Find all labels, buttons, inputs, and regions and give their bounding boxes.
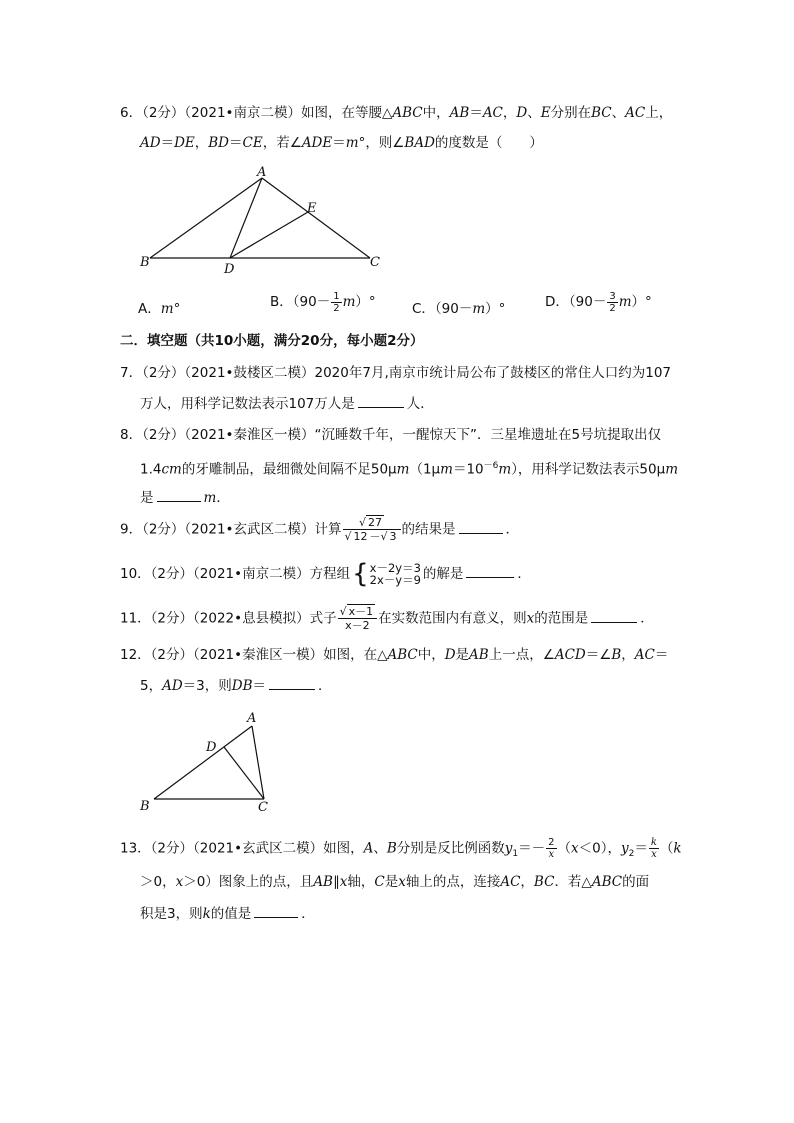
q10-equation-system: { x－2y＝3 2x－y＝9 bbox=[352, 559, 421, 589]
q12-answer-blank[interactable] bbox=[269, 676, 315, 690]
q12-label-b: B bbox=[140, 799, 150, 814]
q6-label-b: B bbox=[140, 255, 150, 270]
q9-fraction: $\frac{√ 27}{√ 12 -√ 3}$ bbox=[343, 516, 401, 543]
q11-answer-blank[interactable] bbox=[591, 609, 637, 623]
q12-line2: 5，AD＝3，则DB＝ ． bbox=[140, 678, 332, 694]
q13-line3: 积是3，则k的值是 ． bbox=[140, 906, 315, 922]
q12-label-d: D bbox=[206, 740, 217, 755]
q6-option-a[interactable]: A．m° bbox=[138, 301, 181, 317]
q7-line1: 7．（2分）（2021•鼓楼区二模）2020年7月,南京市统计局公布了鼓楼区的常住人口约为107 bbox=[120, 365, 672, 381]
q12-side-ab bbox=[154, 726, 252, 799]
q10-answer-blank[interactable] bbox=[466, 564, 514, 578]
q12-label-c: C bbox=[258, 800, 268, 815]
q6-line1: 6．（2分）（2021•南京二模）如图，在等腰△ABC中，AB＝AC，D、E分别在BC、AC上， bbox=[120, 105, 673, 121]
q12-side-ac bbox=[252, 726, 264, 799]
q12-label-a: A bbox=[247, 711, 257, 726]
q6-side-ac bbox=[262, 178, 370, 258]
q6-label-a: A bbox=[257, 165, 267, 180]
q6-label-c: C bbox=[370, 255, 380, 270]
q12-segment-cd bbox=[224, 747, 264, 799]
section-2-heading: 二．填空题（共10小题，满分20分，每小题2分） bbox=[120, 333, 424, 349]
q11-line: 11．（2分）（2022•息县模拟）式子 $\frac{√ x-1}{x-2}$ 在实数范围内有意义，则x的范围是 ． bbox=[120, 605, 654, 632]
q6-option-d[interactable]: D．（90－ $\frac{3}{2}$ m）° bbox=[545, 290, 652, 314]
q6-label-e: E bbox=[307, 201, 317, 216]
q8-line3: 是 m． bbox=[140, 490, 230, 506]
q8-answer-blank[interactable] bbox=[157, 488, 201, 502]
q9-answer-blank[interactable] bbox=[459, 520, 503, 534]
q6-label-d: D bbox=[224, 262, 235, 277]
q13-answer-blank[interactable] bbox=[254, 904, 298, 918]
q6-side-ab bbox=[150, 178, 262, 258]
q12-triangle-figure bbox=[130, 704, 290, 820]
q13-line1: 13．（2分）（2021•玄武区二模）如图，A、B分别是反比例函数$y_1=-$ $\frac{2}{x}$ （x＜0），$y_2=$ $\frac{k}{x}$ （k bbox=[120, 837, 682, 860]
q8-line2: 1.4cm的牙雕制品，最细微处间隔不足$50\mu m(1\mu m=10^{-6}m)$，用科学记数法表示50μm bbox=[140, 461, 679, 478]
q6-option-b[interactable]: B．（90－ $\frac{1}{2}$ m）° bbox=[270, 290, 376, 314]
q12-line1: 12．（2分）（2021•秦淮区一模）如图，在△ABC中，D是AB上一点，∠ACD＝∠B，AC＝ bbox=[120, 647, 669, 663]
q13-line2: ＞0，x＞0）图象上的点，且AB∥x轴，C是x轴上的点，连接AC，BC．若△ABC的面 bbox=[140, 874, 650, 890]
q6-line2: AD＝DE，BD＝CE，若∠ADE＝m°，则∠BAD的度数是（ ） bbox=[140, 135, 543, 151]
q6-option-c[interactable]: C．（90－m）° bbox=[412, 301, 506, 317]
q10-line: 10．（2分）（2021•南京二模）方程组 { x－2y＝3 2x－y＝9 的解是 ． bbox=[120, 559, 531, 589]
q7-line2: 万人，用科学记数法表示107万人是 人． bbox=[140, 396, 434, 412]
q6-triangle-figure bbox=[130, 160, 390, 280]
q6-segment-de bbox=[230, 212, 308, 258]
q8-line1: 8．（2分）（2021•秦淮区一模）“沉睡数千年，一醒惊天下”．三星堆遗址在5号坑提取出仅 bbox=[120, 427, 662, 443]
q11-fraction: $\frac{√ x-1}{x-2}$ bbox=[338, 605, 378, 632]
q7-answer-blank[interactable] bbox=[358, 394, 404, 408]
q9-line: 9．（2分）（2021•玄武区二模）计算 $\frac{√ 27}{√ 12 -√ 3}$ 的结果是 ． bbox=[120, 516, 520, 543]
